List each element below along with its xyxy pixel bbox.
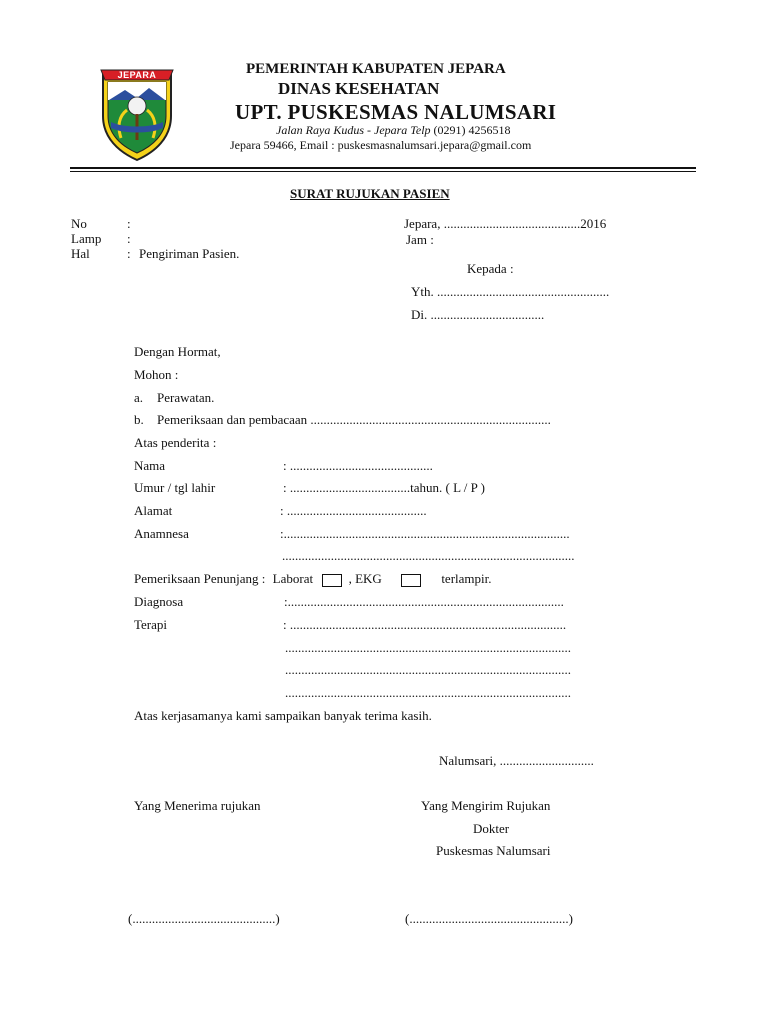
sender-org: Puskesmas Nalumsari (436, 843, 551, 858)
hal-colon: : (127, 246, 131, 261)
diagnosa-label: Diagnosa (134, 594, 184, 609)
no-label: No (71, 216, 87, 231)
hal-label: Hal (71, 246, 90, 261)
anamnesa-field-line1: :........................................................................................ (280, 526, 570, 541)
lamp-colon: : (127, 231, 131, 246)
letterhead-line2: DINAS KESEHATAN (278, 79, 440, 98)
item-a-letter: a. (134, 390, 144, 405)
jepara-logo (97, 66, 177, 162)
penunjang-label: Pemeriksaan Penunjang : (134, 571, 266, 586)
letterhead-rule-thin (70, 171, 696, 172)
sender-signature-line: (.................................................) (405, 911, 573, 926)
sender-label: Yang Mengirim Rujukan (421, 798, 551, 813)
ekg-label: , EKG (348, 571, 382, 586)
date-line: Jepara, ..........................................2016 (404, 216, 607, 231)
diagnosa-field: :..................................................................................... (284, 594, 564, 609)
umur-label: Umur / tgl lahir (134, 480, 216, 495)
terapi-field-line2: ........................................................................................ (285, 640, 571, 655)
alamat-field: : ........................................... (280, 503, 427, 518)
greeting: Dengan Hormat, (134, 344, 221, 359)
atas-penderita-label: Atas penderita : (134, 435, 217, 450)
di-line: Di. ................................... (411, 307, 545, 322)
letterhead-address-line2: Jepara 59466, Email : puskesmasnalumsari.jepara@gmail.com (230, 138, 532, 152)
nama-field: : ............................................ (283, 458, 433, 473)
anamnesa-label: Anamnesa (134, 526, 189, 541)
yth-line: Yth. ..................................................... (411, 284, 610, 299)
logo-text: JEPARA (117, 70, 157, 80)
laborat-label: Laborat (272, 571, 314, 586)
address-street: Jalan Raya Kudus - Jepara Telp (276, 123, 431, 137)
mohon-label: Mohon : (134, 367, 179, 382)
place-date: Nalumsari, ............................. (439, 753, 594, 768)
terlampir-label: terlampir. (441, 571, 492, 586)
sender-role: Dokter (473, 821, 510, 836)
terapi-field-line4: ........................................................................................ (285, 685, 571, 700)
laborat-checkbox[interactable] (322, 574, 342, 587)
jam-line: Jam : (406, 232, 434, 247)
terapi-field-line1: : ..................................................................................... (283, 617, 567, 632)
letterhead-address (276, 123, 511, 138)
item-b-letter: b. (134, 412, 144, 427)
letterhead-rule-thick (70, 167, 696, 169)
terapi-field-line3: ........................................................................................ (285, 662, 571, 677)
ekg-checkbox[interactable] (401, 574, 421, 587)
item-a-text: Perawatan. (157, 390, 215, 405)
terapi-label: Terapi (134, 617, 168, 632)
penunjang-row (134, 571, 492, 587)
letterhead-line3: UPT. PUSKESMAS NALUMSARI (235, 100, 557, 124)
no-colon: : (127, 216, 131, 231)
receiver-signature-line: (............................................) (128, 911, 280, 926)
umur-field: : .....................................tahun. ( L / P ) (283, 480, 485, 495)
document-title: SURAT RUJUKAN PASIEN (290, 186, 450, 201)
letterhead-line1: PEMERINTAH KABUPATEN JEPARA (246, 61, 506, 77)
alamat-label: Alamat (134, 503, 173, 518)
kepada-label: Kepada : (467, 261, 514, 276)
closing-text: Atas kerjasamanya kami sampaikan banyak terima kasih. (134, 708, 432, 723)
lamp-label: Lamp (71, 231, 102, 246)
anamnesa-field-line2: .......................................................................................... (282, 548, 575, 563)
nama-label: Nama (134, 458, 166, 473)
address-phone: (0291) 4256518 (433, 123, 511, 137)
receiver-label: Yang Menerima rujukan (134, 798, 261, 813)
item-b-text: Pemeriksaan dan pembacaan .......................................................................... (157, 412, 551, 427)
hal-value: Pengiriman Pasien. (139, 246, 240, 261)
